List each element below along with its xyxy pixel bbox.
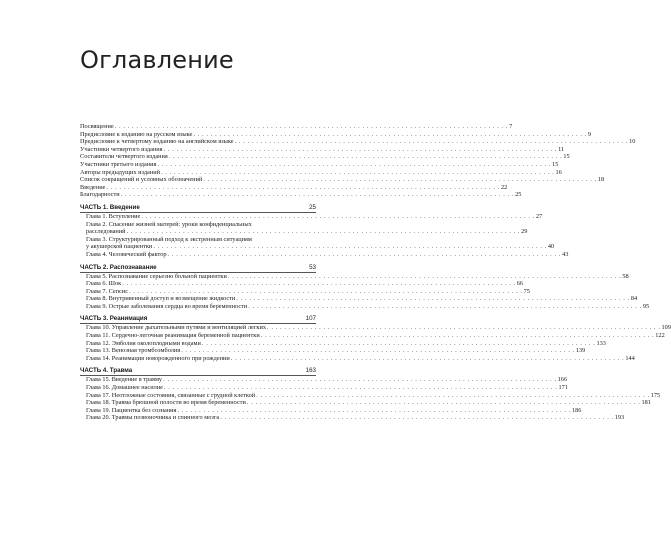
- toc-entry-label: Предисловие к изданию на русском языке: [80, 130, 193, 138]
- toc-entry-page: 15: [551, 160, 559, 168]
- toc-chapter-entry[interactable]: [80, 295, 638, 303]
- leader-dots: [181, 347, 575, 355]
- toc-entry-page: 43: [562, 250, 569, 258]
- toc-chapter-entry[interactable]: [80, 414, 625, 422]
- toc-entry-label: Глава 10. Управление дыхательными путями и вентиляцией легких: [86, 324, 266, 332]
- toc-entry-page: 84: [630, 295, 638, 303]
- toc-entry-page: 58: [622, 272, 629, 280]
- toc-entry-label: Глава 15. Введение в травму: [86, 376, 163, 384]
- toc-entry-page: 18: [597, 176, 605, 184]
- table-of-contents: [80, 123, 671, 422]
- toc-entry-page: 22: [500, 183, 508, 191]
- toc-entry-label: Введение: [80, 183, 106, 191]
- toc-entry-label-line1: Глава 3. Структурированный подход к экстренным ситуациям: [86, 235, 252, 243]
- toc-entry-label: Глава 12. Эмболия околоплодными водами: [86, 339, 201, 347]
- toc-entry-label: Предисловие к четвертому изданию на английском языке: [80, 138, 234, 146]
- toc-entry[interactable]: [80, 145, 565, 154]
- toc-entry[interactable]: [80, 183, 508, 192]
- toc-entry[interactable]: [80, 160, 559, 169]
- leader-dots: [193, 131, 587, 139]
- toc-entry[interactable]: [80, 191, 522, 199]
- toc-entry-label: Благодарности: [80, 191, 120, 199]
- toc-chapter-entry[interactable]: [80, 287, 530, 296]
- toc-chapter-entry[interactable]: [80, 235, 555, 251]
- leader-dots: [168, 251, 562, 259]
- toc-entry-page: 75: [523, 287, 530, 295]
- toc-chapter-entry[interactable]: [80, 399, 651, 407]
- toc-chapter-entry[interactable]: [80, 406, 582, 415]
- toc-entry-page: 29: [521, 228, 528, 236]
- toc-entry[interactable]: [80, 130, 592, 139]
- toc-entry-page: 139: [575, 347, 586, 355]
- leader-dots: [247, 399, 641, 407]
- toc-chapter-entry[interactable]: [80, 347, 586, 355]
- toc-entry-page: 95: [642, 302, 650, 310]
- leader-dots: [129, 288, 523, 296]
- toc-entry-label: Посвящение: [80, 123, 114, 130]
- leader-dots: [127, 228, 521, 236]
- leader-dots: [122, 280, 516, 288]
- toc-entry-label: Глава 4. Человеческий фактор: [86, 250, 167, 258]
- leader-dots: [256, 392, 650, 400]
- toc-entry-label: Глава 6. Шок: [86, 280, 122, 288]
- leader-dots: [261, 332, 655, 340]
- toc-part-title: ЧАСТЬ 1. Введение: [80, 203, 140, 211]
- toc-entry-label: Глава 16. Домашнее насилие: [86, 384, 163, 392]
- toc-entry-label: Глава 9. Острые заболевания сердца во время беременности: [86, 302, 248, 310]
- leader-dots: [141, 213, 535, 221]
- toc-entry-page: 193: [614, 414, 625, 422]
- leader-dots: [236, 295, 630, 303]
- toc-part-page: 163: [305, 367, 316, 375]
- toc-part-title: ЧАСТЬ 3. Реанимация: [80, 315, 148, 323]
- toc-entry-last-line[interactable]: [86, 243, 555, 251]
- toc-entry-page: 15: [563, 153, 570, 161]
- toc-entry-label: Глава 13. Венозная тромбоэмболия: [86, 347, 181, 355]
- toc-part-heading[interactable]: [80, 367, 316, 376]
- leader-dots: [106, 184, 500, 192]
- parts-list: [80, 203, 671, 422]
- toc-entry-page: 11: [558, 145, 565, 153]
- toc-chapter-entry[interactable]: [80, 272, 629, 281]
- leader-dots: [248, 303, 642, 311]
- toc-part-page: 107: [305, 315, 316, 323]
- toc-part-section: [80, 203, 569, 259]
- toc-entry-label: Глава 17. Неотложные состояния, связанные с грудной клеткой: [86, 391, 256, 399]
- page-title: Оглавление: [80, 46, 234, 74]
- leader-dots: [157, 161, 551, 169]
- toc-entry[interactable]: [80, 153, 570, 161]
- toc-chapter-entry[interactable]: [80, 212, 543, 221]
- toc-chapter-entry[interactable]: [80, 354, 635, 363]
- leader-dots: [231, 355, 625, 363]
- toc-chapter-entry[interactable]: [80, 280, 524, 288]
- toc-entry-page: 181: [641, 399, 651, 407]
- toc-entry-page: 10: [629, 138, 636, 146]
- toc-part-section: [80, 315, 671, 362]
- toc-entry-page: 166: [557, 376, 568, 384]
- toc-entry-page: 7: [509, 123, 513, 130]
- leader-dots: [115, 123, 509, 131]
- toc-entry-page: 9: [587, 130, 592, 138]
- toc-entry-label: Глава 20. Травмы позвоночника и спинного мозга: [86, 414, 220, 422]
- leader-dots: [163, 376, 557, 384]
- toc-entry[interactable]: [80, 123, 513, 131]
- toc-entry-page: 109: [661, 324, 671, 332]
- toc-chapter-entry[interactable]: [80, 324, 671, 332]
- toc-entry-label: Глава 14. Реанимация новорожденного при рождении: [86, 354, 230, 362]
- toc-entry-page: 16: [555, 168, 562, 176]
- front-matter-list: [80, 123, 636, 199]
- toc-entry-page: 133: [596, 339, 606, 347]
- toc-entry-label-line1: Глава 2. Спасение жизней матерей: уроки конфиденциальных: [86, 220, 252, 228]
- toc-chapter-entry[interactable]: [80, 332, 665, 340]
- toc-part-page: 53: [309, 263, 316, 271]
- toc-entry-label: Глава 19. Пациентка без сознания: [86, 406, 177, 414]
- toc-entry-label: расследований: [86, 228, 126, 236]
- toc-entry-label: Глава 7. Сепсис: [86, 287, 129, 295]
- toc-entry-label: Глава 5. Распознавание серьезно больной пациентки: [86, 272, 227, 280]
- leader-dots: [177, 407, 571, 415]
- toc-entry-label: Участники четвертого издания: [80, 145, 163, 153]
- toc-part-heading[interactable]: [80, 204, 316, 213]
- toc-chapter-entry[interactable]: [80, 376, 568, 384]
- leader-dots: [267, 324, 661, 332]
- toc-entry-page: 40: [547, 243, 555, 251]
- toc-part-title: ЧАСТЬ 4. Травма: [80, 367, 133, 375]
- toc-entry-label: Глава 1. Вступление: [86, 212, 141, 220]
- leader-dots: [164, 384, 558, 392]
- toc-part-heading[interactable]: [80, 264, 316, 273]
- toc-entry-label: Список сокращений и условных обозначений: [80, 176, 203, 184]
- toc-entry-page: 171: [558, 384, 568, 392]
- toc-chapter-entry[interactable]: [80, 220, 528, 236]
- leader-dots: [220, 414, 614, 422]
- toc-entry[interactable]: [80, 138, 636, 146]
- toc-part-section: [80, 367, 661, 422]
- leader-dots: [153, 243, 547, 251]
- toc-part-section: [80, 263, 650, 311]
- toc-entry-label: Авторы предыдущих изданий: [80, 168, 160, 176]
- toc-entry-page: 175: [650, 391, 661, 399]
- toc-chapter-entry[interactable]: [80, 339, 606, 348]
- toc-part-title: ЧАСТЬ 2. Распознавание: [80, 263, 157, 271]
- toc-chapter-entry[interactable]: [80, 250, 569, 259]
- toc-chapter-entry[interactable]: [80, 391, 661, 400]
- leader-dots: [164, 146, 558, 154]
- toc-entry[interactable]: [80, 176, 605, 184]
- toc-entry-label: Глава 11. Сердечно-легочная реанимация беременной пациентки: [86, 332, 260, 340]
- leader-dots: [235, 138, 629, 146]
- toc-entry-label: Составители четвертого издания: [80, 153, 168, 161]
- toc-entry-page: 122: [655, 332, 665, 340]
- toc-entry-label: Глава 8. Внутривенный доступ и возмещение жидкости: [86, 295, 236, 303]
- toc-entry-page: 25: [515, 191, 522, 199]
- toc-part-page: 25: [309, 203, 316, 211]
- toc-entry-page: 144: [625, 354, 635, 362]
- toc-entry-label: Глава 18. Травма брюшной полости во время беременности: [86, 399, 246, 407]
- toc-entry-page: 186: [571, 406, 582, 414]
- toc-entry-label: Участники третьего издания: [80, 160, 157, 168]
- leader-dots: [203, 176, 597, 184]
- leader-dots: [169, 153, 563, 161]
- toc-part-heading[interactable]: [80, 315, 316, 324]
- leader-dots: [161, 169, 555, 177]
- leader-dots: [121, 191, 515, 199]
- leader-dots: [202, 340, 596, 348]
- leader-dots: [228, 273, 622, 281]
- toc-entry-label: у акушерской пациентки: [86, 243, 153, 251]
- toc-entry-page: 66: [516, 280, 524, 288]
- toc-entry-last-line[interactable]: [86, 228, 528, 236]
- toc-chapter-entry[interactable]: [80, 384, 568, 392]
- toc-entry-page: 27: [535, 212, 543, 220]
- toc-chapter-entry[interactable]: [80, 302, 650, 311]
- toc-entry[interactable]: [80, 168, 562, 177]
